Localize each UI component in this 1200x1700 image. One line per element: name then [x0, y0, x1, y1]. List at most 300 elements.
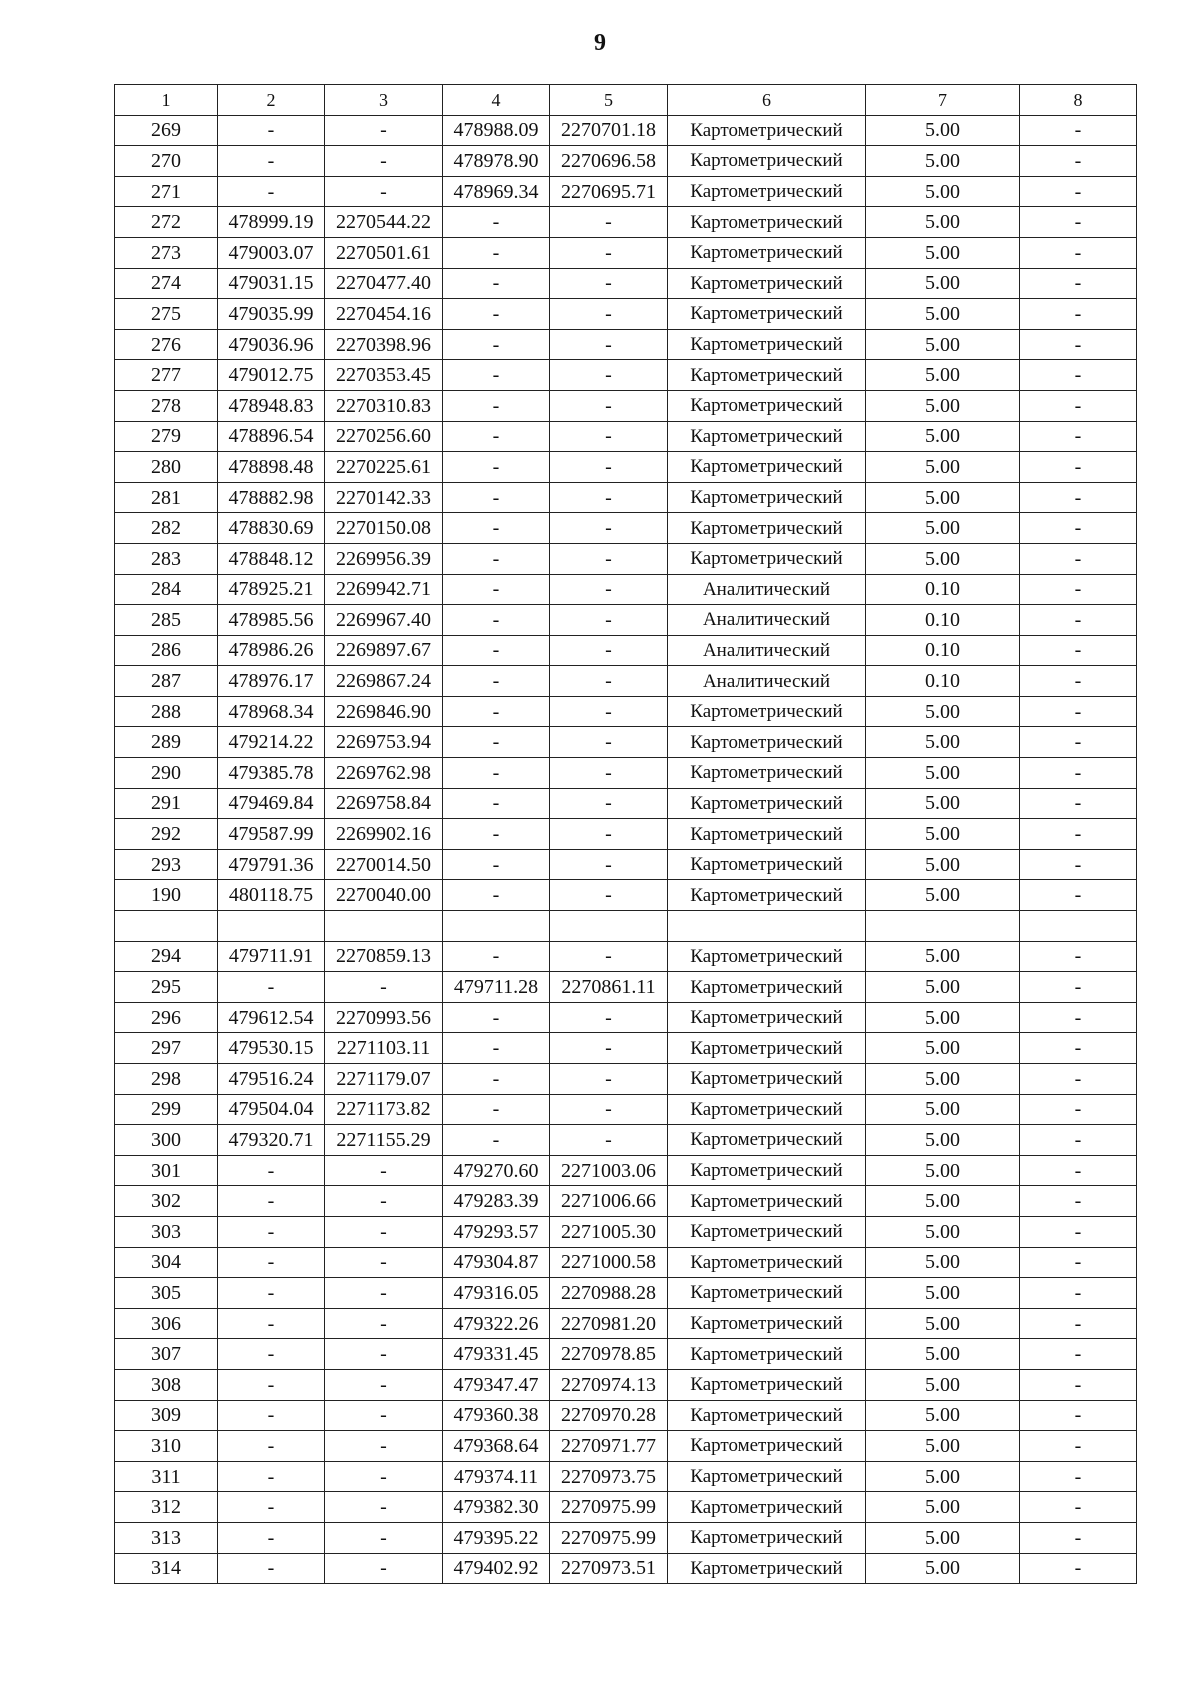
existing-x-cell: 478968.34 — [218, 696, 325, 727]
new-y-cell: - — [550, 482, 668, 513]
existing-x-cell: 479036.96 — [218, 329, 325, 360]
accuracy-cell: 5.00 — [866, 299, 1020, 330]
description-cell: - — [1020, 1308, 1137, 1339]
new-y-cell: - — [550, 1033, 668, 1064]
new-x-cell: - — [443, 1125, 550, 1156]
point-number-cell: 303 — [115, 1216, 218, 1247]
table-row — [115, 727, 1137, 758]
table-row — [115, 696, 1137, 727]
accuracy-cell: 5.00 — [866, 758, 1020, 789]
new-y-cell: - — [550, 329, 668, 360]
existing-y-cell: 2269902.16 — [325, 819, 443, 850]
description-cell: - — [1020, 880, 1137, 911]
description-cell: - — [1020, 146, 1137, 177]
table-row — [115, 941, 1137, 972]
new-x-cell: 478988.09 — [443, 115, 550, 146]
point-number-cell — [115, 911, 218, 942]
existing-x-cell: 479516.24 — [218, 1064, 325, 1095]
point-number-cell: 308 — [115, 1369, 218, 1400]
table-row — [115, 1369, 1137, 1400]
description-cell: - — [1020, 972, 1137, 1003]
new-y-cell: - — [550, 360, 668, 391]
new-x-cell: - — [443, 1064, 550, 1095]
existing-y-cell: - — [325, 1308, 443, 1339]
method-cell: Картометрический — [668, 176, 866, 207]
new-y-cell: 2270975.99 — [550, 1492, 668, 1523]
existing-x-cell: 478985.56 — [218, 605, 325, 636]
existing-x-cell: - — [218, 1247, 325, 1278]
coordinates-table — [114, 84, 1137, 1584]
method-cell: Картометрический — [668, 788, 866, 819]
description-cell: - — [1020, 1033, 1137, 1064]
new-y-cell: - — [550, 849, 668, 880]
accuracy-cell: 5.00 — [866, 788, 1020, 819]
new-x-cell: - — [443, 758, 550, 789]
description-cell: - — [1020, 452, 1137, 483]
new-x-cell: - — [443, 880, 550, 911]
column-header: 3 — [325, 85, 443, 116]
point-number-cell: 287 — [115, 666, 218, 697]
description-cell: - — [1020, 1094, 1137, 1125]
new-x-cell: - — [443, 390, 550, 421]
new-x-cell — [443, 911, 550, 942]
new-y-cell: - — [550, 941, 668, 972]
existing-y-cell: 2270544.22 — [325, 207, 443, 238]
existing-y-cell: 2270225.61 — [325, 452, 443, 483]
column-header: 2 — [218, 85, 325, 116]
new-x-cell: - — [443, 941, 550, 972]
point-number-cell: 309 — [115, 1400, 218, 1431]
table-row — [115, 543, 1137, 574]
point-number-cell: 292 — [115, 819, 218, 850]
description-cell: - — [1020, 1216, 1137, 1247]
point-number-cell: 305 — [115, 1278, 218, 1309]
point-number-cell: 270 — [115, 146, 218, 177]
table-row — [115, 176, 1137, 207]
existing-x-cell: - — [218, 1278, 325, 1309]
description-cell: - — [1020, 727, 1137, 758]
method-cell — [668, 911, 866, 942]
point-number-cell: 286 — [115, 635, 218, 666]
table-row — [115, 237, 1137, 268]
method-cell: Картометрический — [668, 1308, 866, 1339]
new-x-cell: - — [443, 329, 550, 360]
method-cell: Аналитический — [668, 605, 866, 636]
table-row — [115, 1155, 1137, 1186]
table-row — [115, 1553, 1137, 1584]
existing-y-cell: - — [325, 1522, 443, 1553]
new-x-cell: - — [443, 513, 550, 544]
accuracy-cell: 5.00 — [866, 513, 1020, 544]
method-cell: Картометрический — [668, 1339, 866, 1370]
existing-y-cell: 2270150.08 — [325, 513, 443, 544]
method-cell: Картометрический — [668, 880, 866, 911]
new-y-cell: - — [550, 666, 668, 697]
new-x-cell: - — [443, 360, 550, 391]
accuracy-cell: 5.00 — [866, 1522, 1020, 1553]
existing-y-cell: 2270040.00 — [325, 880, 443, 911]
table-row — [115, 1125, 1137, 1156]
description-cell: - — [1020, 543, 1137, 574]
existing-x-cell: 479587.99 — [218, 819, 325, 850]
existing-y-cell: 2270142.33 — [325, 482, 443, 513]
new-y-cell: - — [550, 758, 668, 789]
existing-x-cell: 478830.69 — [218, 513, 325, 544]
new-y-cell: - — [550, 207, 668, 238]
new-y-cell: - — [550, 543, 668, 574]
table-row — [115, 1064, 1137, 1095]
table-row — [115, 1033, 1137, 1064]
existing-y-cell: 2270477.40 — [325, 268, 443, 299]
existing-x-cell: 480118.75 — [218, 880, 325, 911]
existing-x-cell: 478896.54 — [218, 421, 325, 452]
description-cell: - — [1020, 605, 1137, 636]
new-x-cell: 479360.38 — [443, 1400, 550, 1431]
existing-y-cell: 2271103.11 — [325, 1033, 443, 1064]
method-cell: Картометрический — [668, 1400, 866, 1431]
accuracy-cell: 5.00 — [866, 1400, 1020, 1431]
description-cell: - — [1020, 758, 1137, 789]
existing-y-cell: - — [325, 146, 443, 177]
existing-y-cell — [325, 911, 443, 942]
method-cell: Картометрический — [668, 1002, 866, 1033]
existing-y-cell: - — [325, 115, 443, 146]
new-y-cell: - — [550, 1094, 668, 1125]
accuracy-cell: 5.00 — [866, 237, 1020, 268]
accuracy-cell: 5.00 — [866, 941, 1020, 972]
point-number-cell: 311 — [115, 1461, 218, 1492]
new-y-cell: 2271006.66 — [550, 1186, 668, 1217]
new-x-cell: - — [443, 1094, 550, 1125]
existing-x-cell: 479385.78 — [218, 758, 325, 789]
accuracy-cell — [866, 911, 1020, 942]
new-y-cell: 2270701.18 — [550, 115, 668, 146]
new-x-cell: - — [443, 237, 550, 268]
existing-x-cell: - — [218, 1461, 325, 1492]
description-cell: - — [1020, 1522, 1137, 1553]
page-number: 9 — [594, 30, 606, 56]
method-cell: Картометрический — [668, 482, 866, 513]
new-x-cell: - — [443, 268, 550, 299]
existing-x-cell: - — [218, 146, 325, 177]
point-number-cell: 269 — [115, 115, 218, 146]
table-row — [115, 911, 1137, 942]
existing-y-cell: - — [325, 1492, 443, 1523]
new-x-cell: - — [443, 207, 550, 238]
new-y-cell — [550, 911, 668, 942]
method-cell: Картометрический — [668, 1553, 866, 1584]
table-row — [115, 1278, 1137, 1309]
accuracy-cell: 5.00 — [866, 1369, 1020, 1400]
accuracy-cell: 5.00 — [866, 1155, 1020, 1186]
point-number-cell: 190 — [115, 880, 218, 911]
existing-x-cell: 478882.98 — [218, 482, 325, 513]
table-row — [115, 666, 1137, 697]
accuracy-cell: 0.10 — [866, 605, 1020, 636]
new-y-cell: - — [550, 390, 668, 421]
point-number-cell: 274 — [115, 268, 218, 299]
point-number-cell: 283 — [115, 543, 218, 574]
new-y-cell: 2270695.71 — [550, 176, 668, 207]
new-y-cell: - — [550, 421, 668, 452]
new-x-cell: - — [443, 849, 550, 880]
new-x-cell: 478978.90 — [443, 146, 550, 177]
description-cell: - — [1020, 207, 1137, 238]
table-row — [115, 1431, 1137, 1462]
new-y-cell: - — [550, 819, 668, 850]
description-cell: - — [1020, 1339, 1137, 1370]
description-cell: - — [1020, 1461, 1137, 1492]
accuracy-cell: 5.00 — [866, 207, 1020, 238]
existing-x-cell: - — [218, 1400, 325, 1431]
point-number-cell: 295 — [115, 972, 218, 1003]
new-y-cell: - — [550, 605, 668, 636]
existing-y-cell: 2269758.84 — [325, 788, 443, 819]
point-number-cell: 296 — [115, 1002, 218, 1033]
table-row — [115, 390, 1137, 421]
point-number-cell: 280 — [115, 452, 218, 483]
existing-y-cell: 2270014.50 — [325, 849, 443, 880]
description-cell: - — [1020, 574, 1137, 605]
table-row — [115, 1216, 1137, 1247]
new-x-cell: 479347.47 — [443, 1369, 550, 1400]
existing-x-cell: 479530.15 — [218, 1033, 325, 1064]
point-number-cell: 304 — [115, 1247, 218, 1278]
point-number-cell: 275 — [115, 299, 218, 330]
new-y-cell: - — [550, 696, 668, 727]
accuracy-cell: 5.00 — [866, 1461, 1020, 1492]
existing-y-cell: - — [325, 1400, 443, 1431]
accuracy-cell: 0.10 — [866, 635, 1020, 666]
new-y-cell: - — [550, 788, 668, 819]
existing-x-cell: 479214.22 — [218, 727, 325, 758]
method-cell: Картометрический — [668, 1216, 866, 1247]
point-number-cell: 293 — [115, 849, 218, 880]
existing-x-cell: - — [218, 1186, 325, 1217]
table-row — [115, 513, 1137, 544]
description-cell: - — [1020, 115, 1137, 146]
method-cell: Картометрический — [668, 207, 866, 238]
accuracy-cell: 5.00 — [866, 1216, 1020, 1247]
description-cell: - — [1020, 1492, 1137, 1523]
method-cell: Аналитический — [668, 574, 866, 605]
table-row — [115, 299, 1137, 330]
point-number-cell: 310 — [115, 1431, 218, 1462]
description-cell: - — [1020, 237, 1137, 268]
existing-x-cell: - — [218, 1369, 325, 1400]
existing-x-cell: 479003.07 — [218, 237, 325, 268]
column-header: 1 — [115, 85, 218, 116]
description-cell: - — [1020, 360, 1137, 391]
method-cell: Картометрический — [668, 115, 866, 146]
existing-y-cell: - — [325, 1216, 443, 1247]
accuracy-cell: 5.00 — [866, 1002, 1020, 1033]
new-y-cell: 2270988.28 — [550, 1278, 668, 1309]
column-header: 7 — [866, 85, 1020, 116]
header-row — [115, 85, 1137, 116]
method-cell: Картометрический — [668, 1094, 866, 1125]
accuracy-cell: 5.00 — [866, 1125, 1020, 1156]
new-x-cell: - — [443, 482, 550, 513]
new-y-cell: - — [550, 1125, 668, 1156]
new-x-cell: 479322.26 — [443, 1308, 550, 1339]
accuracy-cell: 5.00 — [866, 1033, 1020, 1064]
existing-x-cell: - — [218, 1431, 325, 1462]
accuracy-cell: 5.00 — [866, 1094, 1020, 1125]
new-x-cell: - — [443, 543, 550, 574]
description-cell: - — [1020, 299, 1137, 330]
point-number-cell: 278 — [115, 390, 218, 421]
existing-y-cell: - — [325, 1461, 443, 1492]
new-y-cell: - — [550, 880, 668, 911]
table-row — [115, 1461, 1137, 1492]
accuracy-cell: 5.00 — [866, 1278, 1020, 1309]
method-cell: Картометрический — [668, 1155, 866, 1186]
method-cell: Картометрический — [668, 390, 866, 421]
existing-x-cell: 479320.71 — [218, 1125, 325, 1156]
existing-y-cell: - — [325, 1155, 443, 1186]
existing-x-cell: - — [218, 115, 325, 146]
table-row — [115, 1247, 1137, 1278]
point-number-cell: 284 — [115, 574, 218, 605]
method-cell: Аналитический — [668, 666, 866, 697]
existing-y-cell: - — [325, 1278, 443, 1309]
new-x-cell: - — [443, 299, 550, 330]
new-y-cell: - — [550, 574, 668, 605]
existing-y-cell: 2271173.82 — [325, 1094, 443, 1125]
point-number-cell: 307 — [115, 1339, 218, 1370]
table-row — [115, 758, 1137, 789]
new-y-cell: 2270861.11 — [550, 972, 668, 1003]
table-row — [115, 972, 1137, 1003]
new-y-cell: 2271000.58 — [550, 1247, 668, 1278]
existing-y-cell: 2270353.45 — [325, 360, 443, 391]
existing-x-cell: - — [218, 1339, 325, 1370]
table-row — [115, 268, 1137, 299]
accuracy-cell: 5.00 — [866, 1553, 1020, 1584]
existing-y-cell: 2270256.60 — [325, 421, 443, 452]
point-number-cell: 301 — [115, 1155, 218, 1186]
method-cell: Картометрический — [668, 849, 866, 880]
accuracy-cell: 5.00 — [866, 1247, 1020, 1278]
existing-y-cell: 2270859.13 — [325, 941, 443, 972]
new-x-cell: 479395.22 — [443, 1522, 550, 1553]
point-number-cell: 294 — [115, 941, 218, 972]
method-cell: Картометрический — [668, 819, 866, 850]
point-number-cell: 298 — [115, 1064, 218, 1095]
existing-x-cell: 479612.54 — [218, 1002, 325, 1033]
table-row — [115, 482, 1137, 513]
new-x-cell: 479402.92 — [443, 1553, 550, 1584]
table-row — [115, 452, 1137, 483]
new-y-cell: - — [550, 452, 668, 483]
existing-y-cell: 2271155.29 — [325, 1125, 443, 1156]
new-y-cell: - — [550, 635, 668, 666]
accuracy-cell: 5.00 — [866, 329, 1020, 360]
column-header: 5 — [550, 85, 668, 116]
point-number-cell: 289 — [115, 727, 218, 758]
new-y-cell: 2270973.51 — [550, 1553, 668, 1584]
method-cell: Картометрический — [668, 329, 866, 360]
accuracy-cell: 5.00 — [866, 880, 1020, 911]
description-cell: - — [1020, 513, 1137, 544]
existing-x-cell — [218, 911, 325, 942]
point-number-cell: 281 — [115, 482, 218, 513]
accuracy-cell: 5.00 — [866, 452, 1020, 483]
point-number-cell: 297 — [115, 1033, 218, 1064]
method-cell: Картометрический — [668, 1278, 866, 1309]
new-x-cell: 479283.39 — [443, 1186, 550, 1217]
point-number-cell: 277 — [115, 360, 218, 391]
method-cell: Картометрический — [668, 299, 866, 330]
method-cell: Картометрический — [668, 696, 866, 727]
table-row — [115, 788, 1137, 819]
new-y-cell: 2270981.20 — [550, 1308, 668, 1339]
point-number-cell: 279 — [115, 421, 218, 452]
existing-y-cell: 2270454.16 — [325, 299, 443, 330]
existing-y-cell: 2271179.07 — [325, 1064, 443, 1095]
existing-y-cell: 2269753.94 — [325, 727, 443, 758]
new-x-cell: - — [443, 421, 550, 452]
table-row — [115, 574, 1137, 605]
new-y-cell: - — [550, 727, 668, 758]
new-x-cell: 478969.34 — [443, 176, 550, 207]
description-cell: - — [1020, 941, 1137, 972]
method-cell: Картометрический — [668, 360, 866, 391]
description-cell: - — [1020, 421, 1137, 452]
method-cell: Картометрический — [668, 941, 866, 972]
method-cell: Картометрический — [668, 1431, 866, 1462]
accuracy-cell: 5.00 — [866, 696, 1020, 727]
existing-y-cell: 2269956.39 — [325, 543, 443, 574]
new-y-cell: 2270974.13 — [550, 1369, 668, 1400]
existing-y-cell: - — [325, 1339, 443, 1370]
point-number-cell: 273 — [115, 237, 218, 268]
method-cell: Картометрический — [668, 513, 866, 544]
existing-x-cell: 479791.36 — [218, 849, 325, 880]
description-cell: - — [1020, 1064, 1137, 1095]
new-x-cell: 479270.60 — [443, 1155, 550, 1186]
table-row — [115, 880, 1137, 911]
point-number-cell: 306 — [115, 1308, 218, 1339]
accuracy-cell: 5.00 — [866, 727, 1020, 758]
description-cell: - — [1020, 1186, 1137, 1217]
new-x-cell: - — [443, 819, 550, 850]
new-y-cell: 2270970.28 — [550, 1400, 668, 1431]
new-x-cell: 479368.64 — [443, 1431, 550, 1462]
table-row — [115, 146, 1137, 177]
accuracy-cell: 5.00 — [866, 360, 1020, 391]
table-row — [115, 1522, 1137, 1553]
existing-x-cell: 479035.99 — [218, 299, 325, 330]
description-cell: - — [1020, 1155, 1137, 1186]
existing-y-cell: 2270993.56 — [325, 1002, 443, 1033]
accuracy-cell: 5.00 — [866, 819, 1020, 850]
method-cell: Картометрический — [668, 1064, 866, 1095]
existing-y-cell: 2270310.83 — [325, 390, 443, 421]
accuracy-cell: 5.00 — [866, 972, 1020, 1003]
existing-y-cell: 2269867.24 — [325, 666, 443, 697]
existing-x-cell: - — [218, 1308, 325, 1339]
existing-x-cell: 478999.19 — [218, 207, 325, 238]
point-number-cell: 271 — [115, 176, 218, 207]
new-x-cell: 479316.05 — [443, 1278, 550, 1309]
existing-y-cell: - — [325, 1369, 443, 1400]
description-cell: - — [1020, 1553, 1137, 1584]
new-x-cell: - — [443, 1033, 550, 1064]
new-x-cell: - — [443, 452, 550, 483]
accuracy-cell: 5.00 — [866, 1064, 1020, 1095]
